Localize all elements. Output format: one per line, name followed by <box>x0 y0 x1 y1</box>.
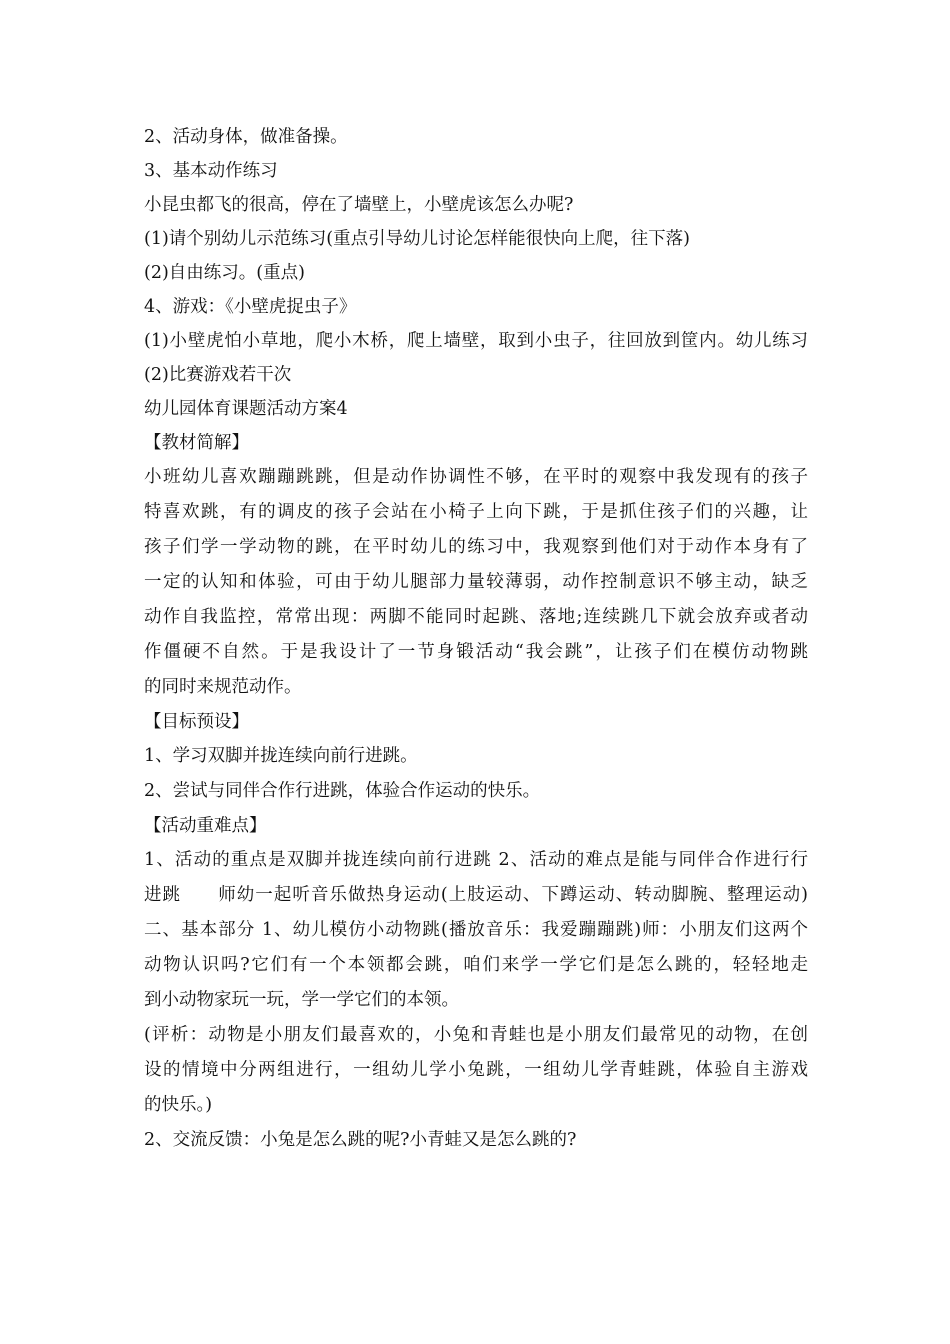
section-heading: 【活动重难点】 <box>144 816 267 836</box>
text-line: 作僵硬不自然。于是我设计了一节身锻活动“我会跳”，让孩子们在模仿动物跳 <box>144 642 808 662</box>
text-line: 2、交流反馈：小兔是怎么跳的呢?小青蛙又是怎么跳的? <box>144 1130 577 1150</box>
document-body <box>144 120 808 1158</box>
text-line: 的同时来规范动作。 <box>144 677 302 697</box>
section-title: 幼儿园体育课题活动方案4 <box>144 399 348 419</box>
text-line: 特喜欢跳，有的调皮的孩子会站在小椅子上向下跳，于是抓住孩子们的兴趣，让 <box>144 502 808 522</box>
text-line: 一定的认知和体验，可由于幼儿腿部力量较薄弱，动作控制意识不够主动，缺乏 <box>144 572 808 592</box>
text-line: 小班幼儿喜欢蹦蹦跳跳，但是动作协调性不够，在平时的观察中我发现有的孩子 <box>144 467 808 487</box>
text-line: 1、活动的重点是双脚并拢连续向前行进跳 2、活动的难点是能与同伴合作进行行 <box>144 850 808 870</box>
text-line: (评析：动物是小朋友们最喜欢的，小兔和青蛙也是小朋友们最常见的动物，在创 <box>144 1025 808 1045</box>
text-line: 的快乐。) <box>144 1095 213 1115</box>
text-line: 1、学习双脚并拢连续向前行进跳。 <box>144 746 418 766</box>
text-line: 孩子们学一学动物的跳，在平时幼儿的练习中，我观察到他们对于动作本身有了 <box>144 537 808 557</box>
text-line: 2、尝试与同伴合作行进跳，体验合作运动的快乐。 <box>144 781 541 801</box>
text-line: 小昆虫都飞的很高，停在了墙壁上，小壁虎该怎么办呢? <box>144 195 574 215</box>
text-line: (1)请个别幼儿示范练习(重点引导幼儿讨论怎样能很快向上爬，往下落) <box>144 229 690 249</box>
text-line: 二、基本部分 1、幼儿模仿小动物跳(播放音乐：我爱蹦蹦跳)师：小朋友们这两个 <box>144 920 808 940</box>
text-line: 到小动物家玩一玩，学一学它们的本领。 <box>144 990 459 1010</box>
text-line: 动作自我监控，常常出现：两脚不能同时起跳、落地;连续跳几下就会放弃或者动 <box>144 607 808 627</box>
text-line: 进跳 师幼一起听音乐做热身运动(上肢运动、下蹲运动、转动脚腕、整理运动) <box>144 885 808 905</box>
text-line: 动物认识吗?它们有一个本领都会跳，咱们来学一学它们是怎么跳的，轻轻地走 <box>144 955 808 975</box>
text-line: 2、活动身体，做准备操。 <box>144 127 348 147</box>
text-line: 3、基本动作练习 <box>144 161 278 181</box>
text-line: (2)比赛游戏若干次 <box>144 365 292 385</box>
text-line: (1)小壁虎怕小草地，爬小木桥，爬上墙壁，取到小虫子，往回放到筐内。幼儿练习 <box>144 331 808 351</box>
text-line: (2)自由练习。(重点) <box>144 263 305 283</box>
text-line: 设的情境中分两组进行，一组幼儿学小兔跳，一组幼儿学青蛙跳，体验自主游戏 <box>144 1060 808 1080</box>
text-line: 4、游戏：《小壁虎捉虫子》 <box>144 297 357 317</box>
section-heading: 【目标预设】 <box>144 712 249 732</box>
section-heading: 【教材简解】 <box>144 433 249 453</box>
